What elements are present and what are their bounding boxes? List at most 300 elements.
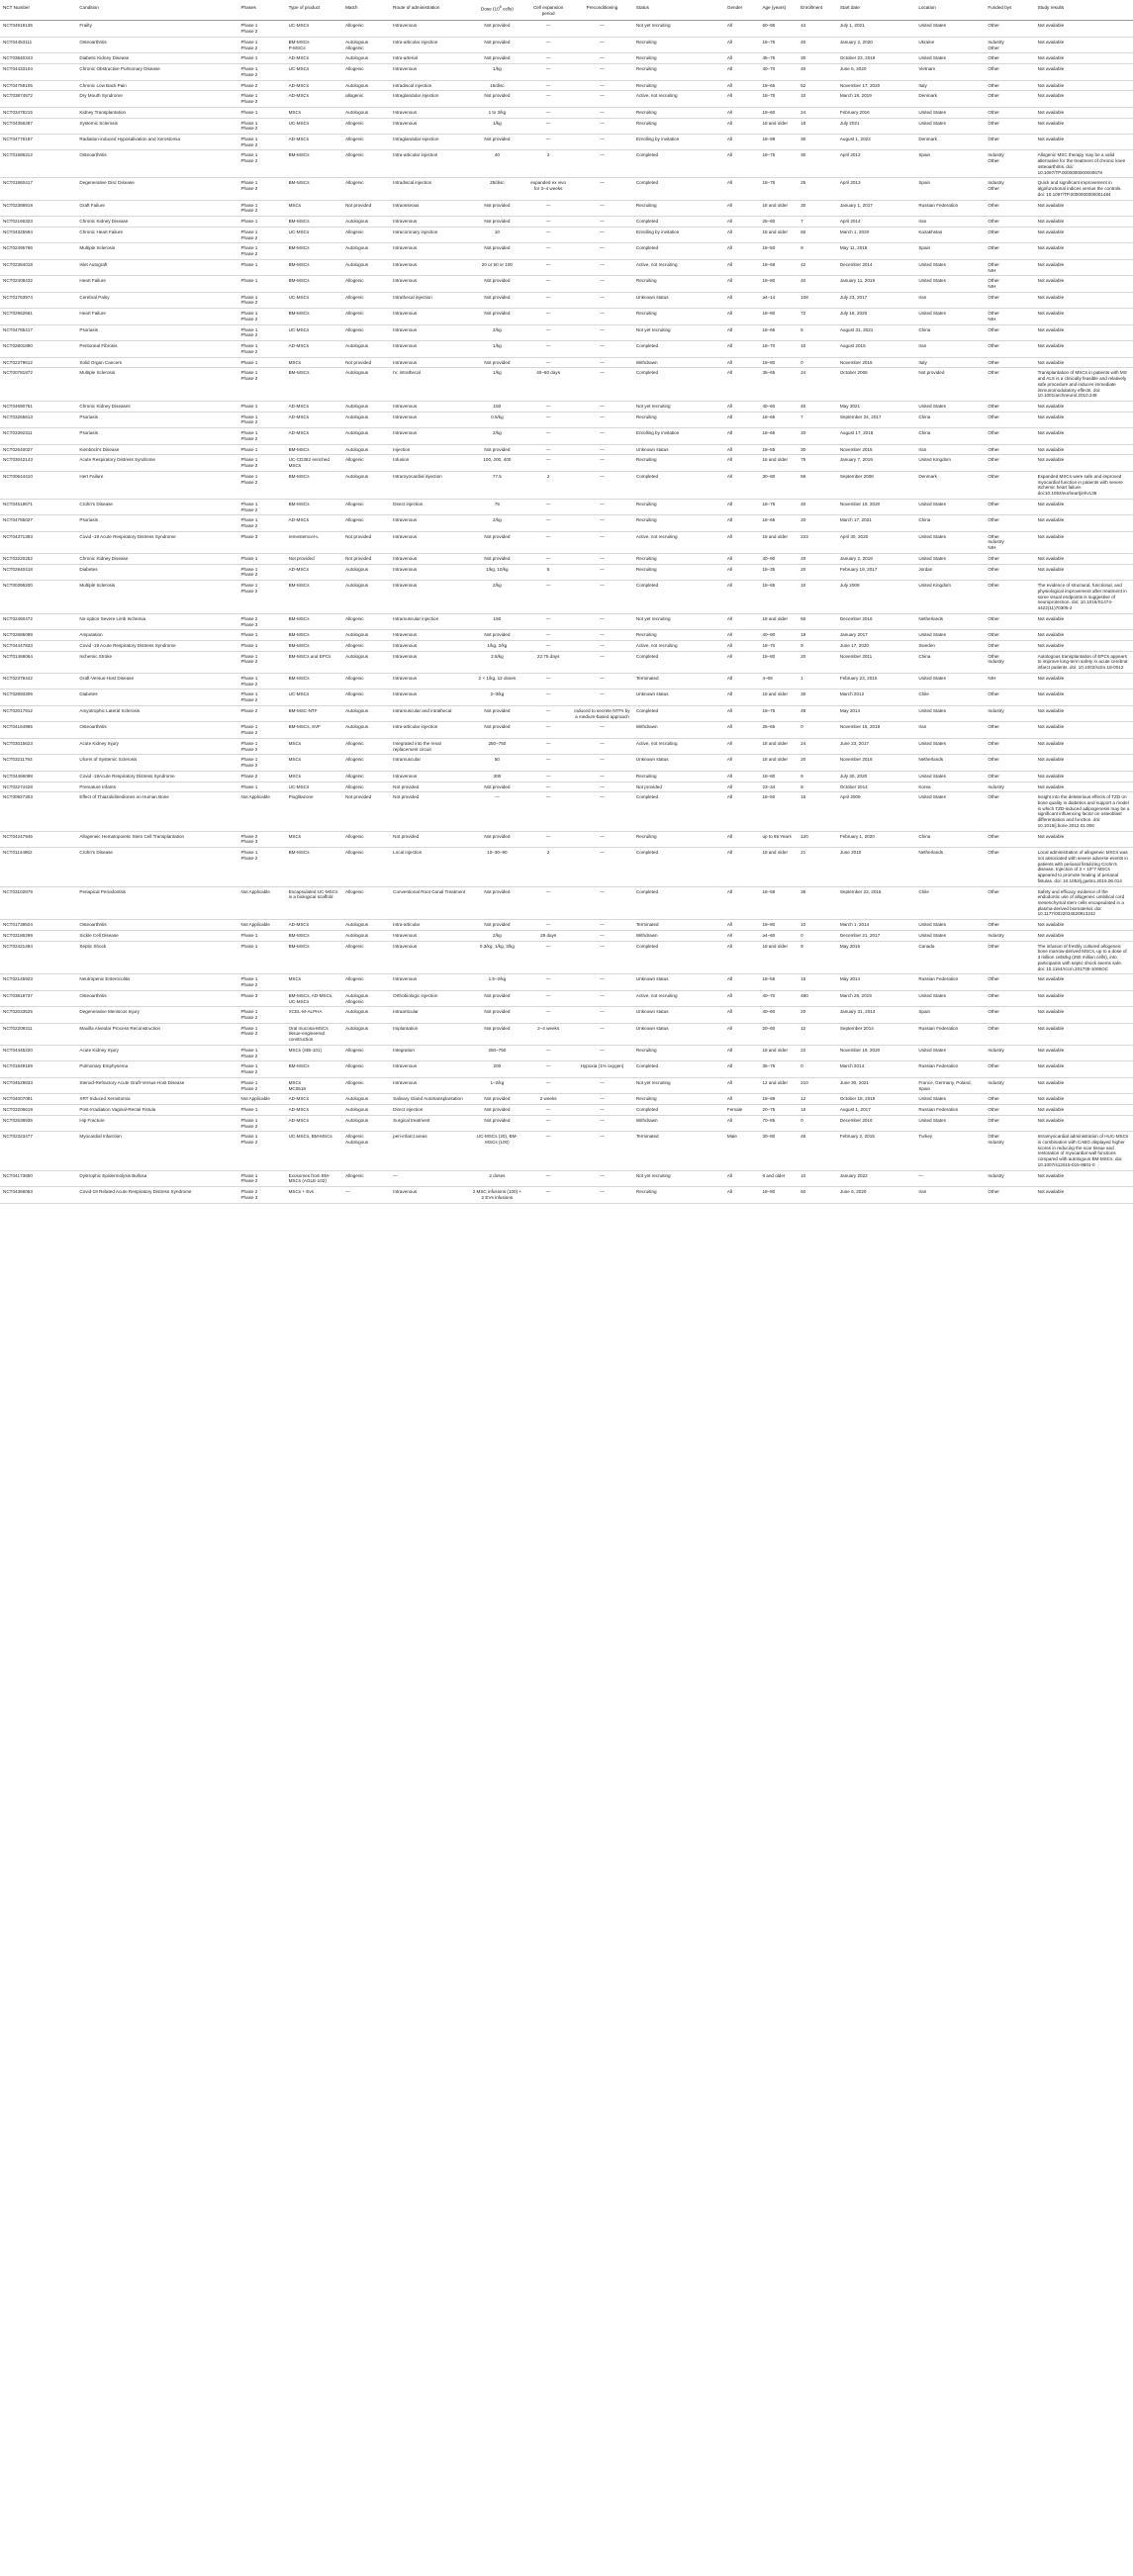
cell-condition: Islet Autograft [76, 259, 237, 275]
cell-location: United Kingdom [915, 581, 985, 614]
cell-product-type: AD-MSCs [286, 80, 343, 91]
cell-study-results: Not available [1035, 444, 1133, 455]
cell-gender: All [724, 705, 760, 721]
cell-start-date: May 11, 2015 [837, 243, 915, 259]
cell-route: Intravenous [390, 641, 468, 652]
cell-product-type: AD-MSCs [286, 412, 343, 427]
cell-route: Salivary Gland Autotransplantation [390, 1094, 468, 1105]
cell-dose: Not provided [469, 309, 526, 324]
cell-funded-by: Other [985, 412, 1034, 427]
cell-location: China [915, 515, 985, 531]
cell-start-date: March 2012 [837, 690, 915, 705]
cell-cell-expansion: — [525, 941, 571, 974]
cell-condition: Hert Failure [76, 471, 237, 499]
cell-nct-number: NCT01763974 [0, 292, 76, 308]
header-status: Status [633, 0, 724, 21]
cell-dose: 15/disc [469, 80, 526, 91]
cell-gender: All [724, 444, 760, 455]
cell-route: Intraosseous [390, 200, 468, 216]
cell-product-type: BM-MSCs [286, 309, 343, 324]
cell-study-results: Not available [1035, 705, 1133, 721]
cell-status: Active, not recruiting [633, 531, 724, 553]
cell-preconditioning: — [571, 309, 633, 324]
cell-funded-by: Other [985, 1115, 1034, 1131]
cell-preconditioning: — [571, 357, 633, 368]
cell-location: China [915, 412, 985, 427]
cell-enrollment: 40 [798, 401, 837, 412]
cell-funded-by: Other [985, 831, 1034, 847]
cell-location: United States [915, 930, 985, 941]
cell-route: Intravenous [390, 309, 468, 324]
cell-route: Intraarticular [390, 1007, 468, 1023]
cell-product-type: BM-MSCs, SVF [286, 722, 343, 738]
cell-product-type: Oral mucosa-MSCs tissue-engineered construction [286, 1023, 343, 1045]
cell-nct-number: NCT02962661 [0, 309, 76, 324]
cell-age: 18 and older [759, 227, 798, 242]
cell-preconditioning: — [571, 341, 633, 357]
cell-location: — [915, 1170, 985, 1186]
table-row [0, 553, 1133, 564]
cell-enrollment: 9 [798, 641, 837, 652]
cell-dose: Not provided [469, 1105, 526, 1116]
cell-study-results: Not available [1035, 276, 1133, 292]
cell-age: 18–65 [759, 428, 798, 444]
cell-dose: 2/kg [469, 515, 526, 531]
cell-product-type: BM-MSCs [286, 630, 343, 641]
cell-preconditioning: — [571, 401, 633, 412]
cell-start-date: October 2014 [837, 782, 915, 792]
cell-phases: Phase 1 Phase 2 [237, 738, 285, 754]
cell-status: Completed [633, 243, 724, 259]
table-row [0, 831, 1133, 847]
cell-location: United Kingdom [915, 455, 985, 471]
cell-condition: Kidney Transplantation [76, 107, 237, 118]
cell-route: Intravenous [390, 531, 468, 553]
cell-enrollment: 46 [798, 1132, 837, 1170]
cell-product-type: AD-MSCs [286, 515, 343, 531]
cell-funded-by: Other Industry [985, 1132, 1034, 1170]
cell-gender: All [724, 428, 760, 444]
cell-condition: Heart Failure [76, 309, 237, 324]
cell-study-results: Not available [1035, 771, 1133, 782]
cell-location: United States [915, 738, 985, 754]
cell-nct-number: NCT01586312 [0, 150, 76, 178]
cell-phases: Phase 1 [237, 641, 285, 652]
cell-age: 18 and older [759, 1045, 798, 1060]
cell-status: Completed [633, 705, 724, 721]
cell-study-results: Not available [1035, 1187, 1133, 1203]
cell-condition: Acute Kidney Injury [76, 1045, 237, 1060]
cell-preconditioning: — [571, 1170, 633, 1186]
cell-product-type: UC-MSCs [286, 21, 343, 37]
cell-study-results: Not available [1035, 690, 1133, 705]
table-row [0, 1170, 1133, 1186]
cell-preconditioning: — [571, 1023, 633, 1045]
table-row [0, 259, 1133, 275]
cell-product-type: BM-MSCs [286, 150, 343, 178]
cell-match: Autologous [342, 1094, 390, 1105]
cell-start-date: March 1, 2020 [837, 227, 915, 242]
cell-phases: Phase 1 Phase 2 [237, 178, 285, 200]
cell-cell-expansion: 2 [525, 848, 571, 886]
cell-gender: All [724, 471, 760, 499]
cell-study-results: Not available [1035, 673, 1133, 689]
cell-cell-expansion: — [525, 515, 571, 531]
cell-cell-expansion: — [525, 217, 571, 228]
cell-preconditioning: — [571, 886, 633, 920]
cell-phases: Phase 1 Phase 2 [237, 1045, 285, 1060]
cell-start-date: January 2017 [837, 630, 915, 641]
cell-phases: Not Applicable [237, 886, 285, 920]
cell-match: Allogenic [342, 324, 390, 340]
cell-funded-by: Other [985, 613, 1034, 629]
cell-status: Recruiting [633, 80, 724, 91]
cell-enrollment: 18 [798, 118, 837, 134]
cell-status: Terminated [633, 673, 724, 689]
cell-route: Not provided [390, 782, 468, 792]
cell-cell-expansion: — [525, 135, 571, 150]
cell-enrollment: 30 [798, 444, 837, 455]
cell-funded-by: Industry [985, 930, 1034, 941]
cell-preconditioning: — [571, 930, 633, 941]
cell-nct-number: NCT02685098 [0, 630, 76, 641]
cell-nct-number: NCT01860417 [0, 178, 76, 200]
cell-dose: Not provided [469, 276, 526, 292]
cell-preconditioning: — [571, 444, 633, 455]
cell-gender: All [724, 1061, 760, 1077]
cell-start-date: November 2011 [837, 651, 915, 673]
cell-start-date: August 2015 [837, 341, 915, 357]
cell-phases: Phase 1 Phase 2 [237, 455, 285, 471]
cell-gender: All [724, 651, 760, 673]
cell-funded-by: Other [985, 341, 1034, 357]
cell-route: peri-infarct areas [390, 1132, 468, 1170]
cell-route: Intravenous [390, 651, 468, 673]
cell-condition: Amputation [76, 630, 237, 641]
cell-enrollment: 40 [798, 64, 837, 80]
cell-preconditioning: — [571, 792, 633, 831]
table-row [0, 738, 1133, 754]
cell-age: 18 and older [759, 690, 798, 705]
cell-condition: Osteoarthritis [76, 37, 237, 52]
cell-phases: Phase 1 Phase 2 [237, 651, 285, 673]
cell-condition: Kienböck's Disease [76, 444, 237, 455]
cell-preconditioning: — [571, 1077, 633, 1093]
cell-product-type: MSCs [286, 831, 343, 847]
table-row [0, 499, 1133, 514]
cell-preconditioning: — [571, 455, 633, 471]
cell-start-date: October 18, 2019 [837, 1094, 915, 1105]
cell-gender: All [724, 64, 760, 80]
cell-dose: 1/kg [469, 118, 526, 134]
cell-enrollment: 9 [798, 771, 837, 782]
header-enrollment: Enrollment [798, 0, 837, 21]
cell-gender: All [724, 324, 760, 340]
cell-nct-number: NCT02274428 [0, 782, 76, 792]
cell-cell-expansion: — [525, 1187, 571, 1203]
header-start-date: Start date [837, 0, 915, 21]
cell-condition: Osteoarthritis [76, 990, 237, 1006]
cell-condition: Multiple Sclerosis [76, 368, 237, 402]
cell-cell-expansion: — [525, 782, 571, 792]
cell-dose: 250–750 [469, 738, 526, 754]
cell-study-results: Not available [1035, 499, 1133, 514]
cell-preconditioning: — [571, 259, 633, 275]
cell-location: United States [915, 673, 985, 689]
cell-gender: All [724, 455, 760, 471]
cell-match: Allogenic [342, 831, 390, 847]
cell-cell-expansion: — [525, 641, 571, 652]
cell-start-date: September 23, 2016 [837, 886, 915, 920]
cell-route: Orthobiologic injection [390, 990, 468, 1006]
cell-route: Intravenous [390, 690, 468, 705]
cell-dose: Not provided [469, 243, 526, 259]
cell-age: 60–95 [759, 21, 798, 37]
cell-location: Canada [915, 941, 985, 974]
cell-match: Allogenic [342, 1045, 390, 1060]
cell-condition: No-option Severe Limb Ischemia [76, 613, 237, 629]
cell-funded-by: Other [985, 1105, 1034, 1116]
cell-gender: All [724, 990, 760, 1006]
cell-enrollment: 20 [798, 651, 837, 673]
cell-age: ≥4–60 [759, 930, 798, 941]
cell-location: United States [915, 792, 985, 831]
table-row [0, 341, 1133, 357]
cell-status: Unknown status [633, 690, 724, 705]
cell-gender: All [724, 259, 760, 275]
cell-condition: Acute Respiratory Distress Syndrome [76, 455, 237, 471]
cell-funded-by: Other [985, 107, 1034, 118]
cell-phases: Phase 1 [237, 107, 285, 118]
cell-status: Active, not recruiting [633, 259, 724, 275]
cell-enrollment: 60 [798, 227, 837, 242]
cell-status: Recruiting [633, 53, 724, 64]
cell-cell-expansion: — [525, 1170, 571, 1186]
cell-product-type: AD-MSCs [286, 1094, 343, 1105]
cell-preconditioning: — [571, 1115, 633, 1131]
cell-gender: All [724, 1077, 760, 1093]
cell-phases: Phase 1 Phase 2 [237, 64, 285, 80]
cell-dose: Not provided [469, 21, 526, 37]
table-row [0, 227, 1133, 242]
cell-start-date: April 30, 2020 [837, 531, 915, 553]
cell-condition: Chronic Low Back Pain [76, 80, 237, 91]
cell-location: Chile [915, 886, 985, 920]
cell-phases: Not Applicable [237, 1094, 285, 1105]
cell-start-date: February 2016 [837, 107, 915, 118]
cell-age: 18–70 [759, 641, 798, 652]
cell-nct-number: NCT02166323 [0, 217, 76, 228]
cell-preconditioning: — [571, 91, 633, 107]
cell-nct-number: NCT00781872 [0, 368, 76, 402]
cell-match: Not provided [342, 357, 390, 368]
cell-phases: Phase 1 Phase 2 [237, 200, 285, 216]
cell-study-results: Not available [1035, 1007, 1133, 1023]
cell-phases: Phase 1 [237, 444, 285, 455]
cell-match: Autologous [342, 581, 390, 614]
cell-match: Not provided [342, 200, 390, 216]
cell-study-results: Autologous transplantation of EPCs appears to improve long-term safety in acute cerebral infarct patients. doi: 10.1002/sctm.18-0012 [1035, 651, 1133, 673]
table-row [0, 564, 1133, 580]
cell-cell-expansion: — [525, 1077, 571, 1093]
cell-preconditioning: — [571, 581, 633, 614]
cell-gender: All [724, 107, 760, 118]
cell-preconditioning: — [571, 324, 633, 340]
cell-status: Enrolling by invitation [633, 227, 724, 242]
cell-age: 18 and older [759, 200, 798, 216]
cell-product-type: UC-MSCs, BM-MSCs [286, 1132, 343, 1170]
header-phases: Phases [237, 0, 285, 21]
cell-phases: Phase 1 Phase 2 [237, 1061, 285, 1077]
cell-condition: Psoriasis [76, 412, 237, 427]
cell-nct-number: NCT02209311 [0, 1023, 76, 1045]
cell-preconditioning: — [571, 1132, 633, 1170]
cell-start-date: February 2, 2015 [837, 1132, 915, 1170]
table-row [0, 21, 1133, 37]
cell-funded-by: NIH [985, 673, 1034, 689]
cell-preconditioning: — [571, 1187, 633, 1203]
cell-start-date: November 19, 2020 [837, 1045, 915, 1060]
cell-enrollment: 12 [798, 1023, 837, 1045]
cell-study-results: Not available [1035, 37, 1133, 52]
cell-cell-expansion: — [525, 886, 571, 920]
cell-product-type: Exosomes from BM-MSCs (AGLE-102) [286, 1170, 343, 1186]
cell-match: Allogenic [342, 782, 390, 792]
cell-status: Not yet recruiting [633, 1170, 724, 1186]
cell-match: Autologous [342, 930, 390, 941]
cell-cell-expansion: — [525, 831, 571, 847]
cell-start-date: March 28, 2019 [837, 990, 915, 1006]
cell-age: 18 and older [759, 755, 798, 771]
table-row [0, 455, 1133, 471]
cell-study-results: Not available [1035, 135, 1133, 150]
cell-start-date: March 17, 2021 [837, 515, 915, 531]
cell-nct-number: NCT02145923 [0, 974, 76, 990]
cell-location: Russian Federation [915, 1023, 985, 1045]
cell-preconditioning: — [571, 515, 633, 531]
cell-gender: All [724, 150, 760, 178]
cell-phases: Phase 1 Phase 2 [237, 1170, 285, 1186]
header-nct-number: NCT Number [0, 0, 76, 21]
cell-funded-by: Other [985, 1007, 1034, 1023]
cell-preconditioning: — [571, 920, 633, 931]
cell-status: Recruiting [633, 771, 724, 782]
cell-dose: UC-MSCs (20), BM-MSCs (100) [469, 1132, 526, 1170]
cell-route: Intravenous [390, 771, 468, 782]
cell-route: Intravenous [390, 217, 468, 228]
cell-product-type: MSCs [286, 771, 343, 782]
cell-preconditioning: — [571, 738, 633, 754]
cell-funded-by: Other [985, 630, 1034, 641]
cell-match: Allogenic [342, 178, 390, 200]
cell-nct-number: NCT03015623 [0, 738, 76, 754]
cell-preconditioning: — [571, 412, 633, 427]
cell-enrollment: 5 [798, 324, 837, 340]
cell-enrollment: 210 [798, 1077, 837, 1093]
cell-location: Ukraine [915, 37, 985, 52]
cell-age: 18–35 [759, 564, 798, 580]
cell-dose: 1 to 3/kg [469, 107, 526, 118]
cell-cell-expansion: — [525, 792, 571, 831]
cell-study-results: Local administration of allogeneic MSCs was not associated with severe adverse events in patients with perianal fistulizing Crohn's disease. Injection of 3 × 10^7 MSCs appeared to promote healing of perianal fistulas. doi: 10.1053/j.gastro.2015.06.014 [1035, 848, 1133, 886]
cell-dose: Not provided [469, 886, 526, 920]
table-row [0, 444, 1133, 455]
cell-enrollment: 25 [798, 178, 837, 200]
cell-study-results: Not available [1035, 309, 1133, 324]
cell-condition: Premature Infants [76, 782, 237, 792]
cell-route: Intravenous [390, 21, 468, 37]
cell-match: Autologous Allogenic [342, 990, 390, 1006]
cell-route: Direct injection [390, 499, 468, 514]
cell-status: Recruiting [633, 276, 724, 292]
cell-match: Allogenic [342, 886, 390, 920]
cell-preconditioning: — [571, 1105, 633, 1116]
cell-status: Recruiting [633, 309, 724, 324]
cell-enrollment: 52 [798, 80, 837, 91]
cell-age: 40–90 [759, 553, 798, 564]
cell-status: Completed [633, 471, 724, 499]
cell-age: up to 65 Years [759, 831, 798, 847]
cell-cell-expansion: — [525, 53, 571, 64]
cell-product-type: MSCs [286, 200, 343, 216]
cell-nct-number: NCT04173650 [0, 1170, 76, 1186]
cell-dose: 100, 200, 400 [469, 455, 526, 471]
cell-product-type: Pioglitazone [286, 792, 343, 831]
cell-cell-expansion: — [525, 324, 571, 340]
table-row [0, 792, 1133, 831]
cell-status: Unknown status [633, 755, 724, 771]
cell-phases: Phase 1 Phase 2 [237, 755, 285, 771]
cell-gender: All [724, 309, 760, 324]
table-row [0, 613, 1133, 629]
cell-cell-expansion: — [525, 690, 571, 705]
cell-enrollment: 10 [798, 1170, 837, 1186]
cell-product-type: UC-MSCs [286, 292, 343, 308]
cell-age: 30–80 [759, 471, 798, 499]
cell-age: 20–60 [759, 1023, 798, 1045]
cell-gender: All [724, 515, 760, 531]
cell-funded-by: Other [985, 1187, 1034, 1203]
cell-enrollment: 16 [798, 974, 837, 990]
cell-phases: Phase 1 [237, 53, 285, 64]
cell-location: Denmark [915, 91, 985, 107]
cell-age: 18–80 [759, 920, 798, 931]
cell-nct-number: NCT04325594 [0, 227, 76, 242]
cell-phases: Phase 3 [237, 990, 285, 1006]
cell-status: Completed [633, 1061, 724, 1077]
table-row [0, 531, 1133, 553]
cell-funded-by: Other [985, 91, 1034, 107]
cell-phases: Phase 1 Phase 2 [237, 581, 285, 614]
cell-cell-expansion: — [525, 755, 571, 771]
cell-start-date: July 2008 [837, 581, 915, 614]
cell-route: Intradiscal injection [390, 178, 468, 200]
cell-study-results: Not available [1035, 1170, 1133, 1186]
cell-preconditioning: — [571, 941, 633, 974]
cell-study-results: Not available [1035, 91, 1133, 107]
cell-product-type: BM-MSCs [286, 368, 343, 402]
cell-start-date: November 19, 2020 [837, 499, 915, 514]
cell-condition: Crohn's Disease [76, 848, 237, 886]
cell-location: United States [915, 21, 985, 37]
cell-match: Not provided [342, 531, 390, 553]
cell-nct-number: NCT02638935 [0, 1115, 76, 1131]
cell-enrollment: 48 [798, 705, 837, 721]
cell-study-results: Not available [1035, 53, 1133, 64]
cell-study-results: Not available [1035, 553, 1133, 564]
cell-product-type: AD-MSCs [286, 135, 343, 150]
cell-cell-expansion: — [525, 1045, 571, 1060]
